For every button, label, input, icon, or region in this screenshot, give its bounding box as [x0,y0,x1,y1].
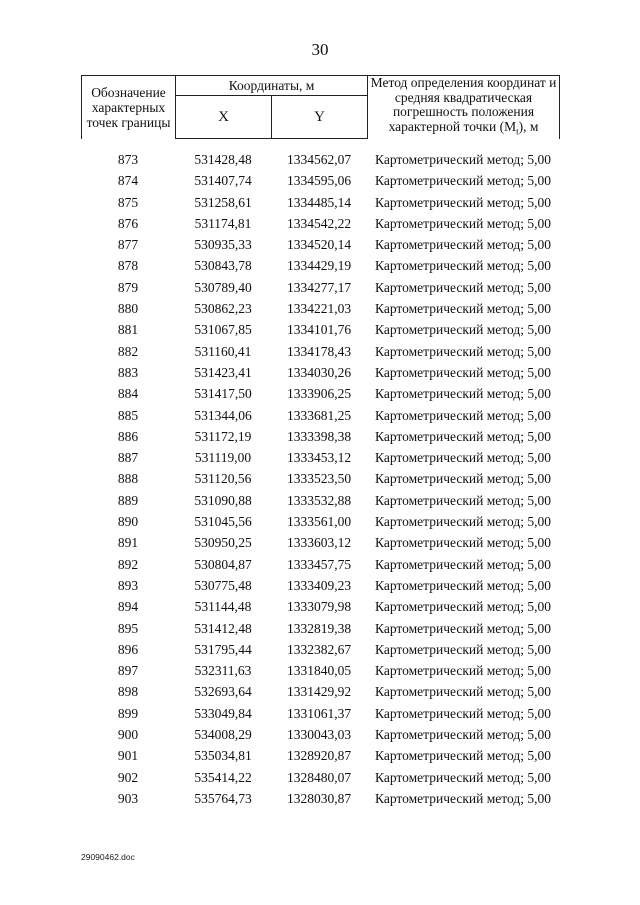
x-coordinate-cell: 531258,61 [194,194,252,210]
y-coordinate-cell: 1334101,76 [286,322,352,338]
coordinates-table-body [81,152,559,812]
y-coordinate-cell: 1334595,06 [286,173,352,189]
y-coordinate-cell: 1334520,14 [286,237,352,253]
table-row [81,173,559,194]
x-coordinate-cell: 531417,50 [194,386,252,402]
table-row [81,514,559,535]
method-cell: Картометрический метод; 5,00 [375,215,551,231]
table-row [81,237,559,258]
y-coordinate-cell: 1328920,87 [286,748,352,764]
method-cell: Картометрический метод; 5,00 [375,705,551,721]
method-cell: Картометрический метод; 5,00 [375,386,551,402]
table-row [81,684,559,705]
x-coordinate-cell: 535764,73 [194,790,252,806]
method-cell: Картометрический метод; 5,00 [375,173,551,189]
point-id-cell: 883 [117,364,139,380]
table-row [81,599,559,620]
point-id-cell: 899 [117,705,139,721]
x-coordinate-cell: 531795,44 [194,641,252,657]
table-row [81,557,559,578]
y-coordinate-cell: 1331061,37 [286,705,352,721]
method-cell: Картометрический метод; 5,00 [375,535,551,551]
y-coordinate-cell: 1334277,17 [286,279,352,295]
y-coordinate-cell: 1333523,50 [286,471,352,487]
point-id-cell: 884 [117,386,139,402]
x-coordinate-cell: 530862,23 [194,301,252,317]
y-coordinate-cell: 1334178,43 [286,343,352,359]
method-cell: Картометрический метод; 5,00 [375,514,551,530]
page-number: 30 [311,40,329,59]
x-coordinate-cell: 530789,40 [194,279,252,295]
point-id-cell: 885 [117,407,139,423]
y-coordinate-cell: 1333603,12 [286,535,352,551]
x-coordinate-cell: 532693,64 [194,684,252,700]
point-id-cell: 903 [117,790,139,806]
x-coordinate-cell: 535034,81 [194,748,252,764]
table-row [81,578,559,599]
y-coordinate-cell: 1334562,07 [286,152,352,167]
x-coordinate-cell: 531423,41 [194,364,252,380]
y-coordinate-cell: 1333453,12 [286,450,352,466]
table-row [81,408,559,429]
x-coordinate-cell: 531144,48 [194,599,252,615]
x-coordinate-cell: 531045,56 [194,514,252,530]
column-header-point: Обозначение характерных точек границы [82,76,176,139]
method-cell: Картометрический метод; 5,00 [375,577,551,593]
method-cell: Картометрический метод; 5,00 [375,769,551,785]
table-row [81,216,559,237]
method-label: Метод определения координат и средняя квадратическая погрешность положения характерной точки (M [370,75,557,134]
point-id-cell: 895 [117,620,139,636]
y-coordinate-cell: 1333906,25 [286,386,352,402]
point-id-cell: 894 [117,599,139,615]
method-subscript: t [516,126,519,137]
x-coordinate-cell: 530775,48 [194,577,252,593]
point-id-cell: 887 [117,450,139,466]
method-cell: Картометрический метод; 5,00 [375,599,551,615]
x-coordinate-cell: 531172,19 [194,428,252,444]
x-coordinate-cell: 534008,29 [194,727,252,743]
point-id-cell: 888 [117,471,139,487]
table-row [81,195,559,216]
x-coordinate-cell: 531407,74 [194,173,252,189]
method-cell: Картометрический метод; 5,00 [375,471,551,487]
y-coordinate-cell: 1333561,00 [286,514,352,530]
method-cell: Картометрический метод; 5,00 [375,364,551,380]
point-id-cell: 882 [117,343,139,359]
table-row [81,280,559,301]
point-id-cell: 896 [117,641,139,657]
x-coordinate-cell: 531120,56 [194,471,252,487]
point-id-cell: 875 [117,194,139,210]
table-row [81,365,559,386]
point-id-cell: 900 [117,727,139,743]
point-id-cell: 881 [117,322,139,338]
point-id-cell: 891 [117,535,139,551]
table-row [81,152,559,173]
method-cell: Картометрический метод; 5,00 [375,407,551,423]
y-coordinate-cell: 1331429,92 [286,684,352,700]
x-coordinate-cell: 535414,22 [194,769,252,785]
method-cell: Картометрический метод; 5,00 [375,258,551,274]
y-coordinate-cell: 1333409,23 [286,577,352,593]
x-coordinate-cell: 531090,88 [194,492,252,508]
point-id-cell: 877 [117,237,139,253]
point-id-cell: 886 [117,428,139,444]
point-id-cell: 889 [117,492,139,508]
method-cell: Картометрический метод; 5,00 [375,194,551,210]
table-row [81,493,559,514]
y-coordinate-cell: 1333457,75 [286,556,352,572]
y-coordinate-cell: 1332819,38 [286,620,352,636]
y-coordinate-cell: 1334221,03 [286,301,352,317]
x-coordinate-cell: 530843,78 [194,258,252,274]
y-coordinate-cell: 1334429,19 [286,258,352,274]
column-header-coordinates: Координаты, м [176,76,368,96]
table-row [81,429,559,450]
point-id-cell: 901 [117,748,139,764]
table-row [81,344,559,365]
method-cell: Картометрический метод; 5,00 [375,237,551,253]
method-cell: Картометрический метод; 5,00 [375,343,551,359]
table-row [81,727,559,748]
x-coordinate-cell: 533049,84 [194,705,252,721]
x-coordinate-cell: 531160,41 [194,343,252,359]
point-id-cell: 879 [117,279,139,295]
point-id-cell: 897 [117,663,139,679]
footer-file-name: 29090462.doc [81,852,135,862]
table-row [81,770,559,791]
table-row [81,535,559,556]
x-coordinate-cell: 531344,06 [194,407,252,423]
table-row [81,450,559,471]
point-id-cell: 892 [117,556,139,572]
y-coordinate-cell: 1330043,03 [286,727,352,743]
y-coordinate-cell: 1334485,14 [286,194,352,210]
y-coordinate-cell: 1334542,22 [286,215,352,231]
y-coordinate-cell: 1328030,87 [286,790,352,806]
table-row [81,642,559,663]
method-cell: Картометрический метод; 5,00 [375,684,551,700]
column-header-x: X [176,96,272,139]
y-coordinate-cell: 1333681,25 [286,407,352,423]
table-row [81,748,559,769]
point-id-cell: 878 [117,258,139,274]
method-cell: Картометрический метод; 5,00 [375,450,551,466]
x-coordinate-cell: 531119,00 [194,450,252,466]
method-cell: Картометрический метод; 5,00 [375,641,551,657]
y-coordinate-cell: 1331840,05 [286,663,352,679]
point-id-cell: 880 [117,301,139,317]
y-coordinate-cell: 1328480,07 [286,769,352,785]
point-id-cell: 893 [117,577,139,593]
point-id-cell: 873 [117,152,139,167]
y-coordinate-cell: 1333532,88 [286,492,352,508]
x-coordinate-cell: 531067,85 [194,322,252,338]
column-header-y: Y [272,96,368,139]
method-cell: Картометрический метод; 5,00 [375,492,551,508]
x-coordinate-cell: 530950,25 [194,535,252,551]
method-cell: Картометрический метод; 5,00 [375,748,551,764]
table-row [81,706,559,727]
y-coordinate-cell: 1332382,67 [286,641,352,657]
method-cell: Картометрический метод; 5,00 [375,279,551,295]
table-row [81,471,559,492]
point-id-cell: 902 [117,769,139,785]
method-cell: Картометрический метод; 5,00 [375,663,551,679]
x-coordinate-cell: 530935,33 [194,237,252,253]
table-row [81,301,559,322]
table-row [81,663,559,684]
method-cell: Картометрический метод; 5,00 [375,556,551,572]
table-row [81,621,559,642]
method-suffix: ), м [518,118,539,134]
method-cell: Картометрический метод; 5,00 [375,727,551,743]
y-coordinate-cell: 1333079,98 [286,599,352,615]
table-header [81,75,560,139]
x-coordinate-cell: 531412,48 [194,620,252,636]
method-cell: Картометрический метод; 5,00 [375,790,551,806]
point-id-cell: 898 [117,684,139,700]
column-header-method [368,76,560,139]
y-coordinate-cell: 1334030,26 [286,364,352,380]
x-coordinate-cell: 531174,81 [194,215,252,231]
point-id-cell: 874 [117,173,139,189]
y-coordinate-cell: 1333398,38 [286,428,352,444]
method-cell: Картометрический метод; 5,00 [375,152,551,167]
point-id-cell: 890 [117,514,139,530]
method-cell: Картометрический метод; 5,00 [375,620,551,636]
table-row [81,791,559,812]
x-coordinate-cell: 530804,87 [194,556,252,572]
x-coordinate-cell: 531428,48 [194,152,252,167]
table-row [81,386,559,407]
method-cell: Картометрический метод; 5,00 [375,428,551,444]
point-id-cell: 876 [117,215,139,231]
method-cell: Картометрический метод; 5,00 [375,322,551,338]
table-row [81,258,559,279]
method-cell: Картометрический метод; 5,00 [375,301,551,317]
table-row [81,322,559,343]
x-coordinate-cell: 532311,63 [194,663,252,679]
